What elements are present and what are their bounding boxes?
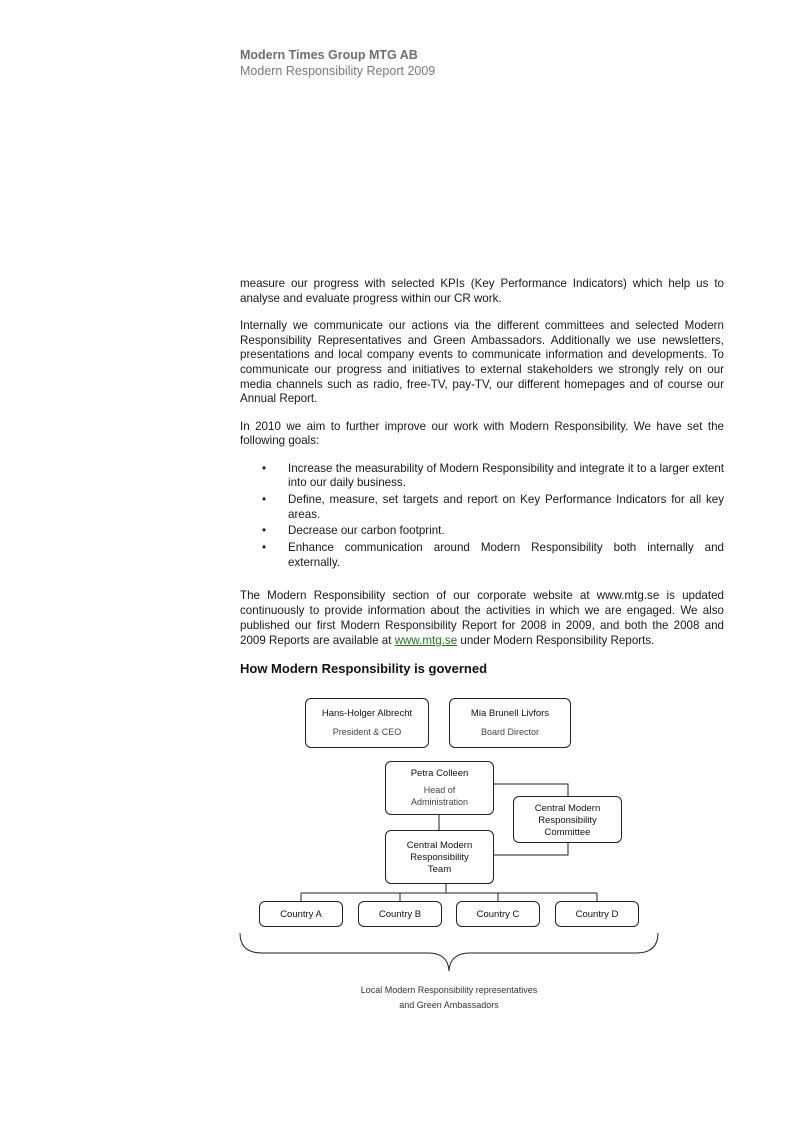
team-line2: Responsibility: [410, 852, 469, 863]
goals-list: [240, 462, 724, 571]
country-label: Country D: [575, 909, 619, 920]
bullet-icon: •: [262, 541, 267, 555]
country-label: Country A: [280, 909, 322, 920]
body-text: [240, 277, 724, 661]
head-name: Petra Colleen: [410, 768, 469, 779]
goal-text: Define, measure, set targets and report on Key Performance Indicators for all key areas.: [288, 492, 724, 521]
country-b-box: [358, 901, 442, 927]
bullet-icon: •: [262, 524, 267, 538]
website-link[interactable]: www.mtg.se: [394, 633, 458, 647]
country-c-box: [456, 901, 540, 927]
diagram-caption: [340, 983, 558, 1013]
page-header: [240, 47, 435, 79]
committee-line1: Central Modern: [534, 803, 601, 814]
section-heading: How Modern Responsibility is governed: [240, 661, 488, 676]
country-label: Country C: [476, 909, 520, 920]
director-role: Board Director: [480, 727, 540, 737]
team-box: [385, 830, 494, 884]
director-name: Mia Brunell Livfors: [470, 708, 550, 719]
paragraph-kpi: measure our progress with selected KPIs (Key Performance Indicators) which help us to analyse and evaluate progress within our CR work.: [240, 277, 724, 305]
head-role-line1: Head of: [423, 785, 456, 795]
ceo-role: President & CEO: [332, 727, 402, 737]
country-d-box: [555, 901, 639, 927]
goal-text: Enhance communication around Modern Responsibility both internally and externally.: [288, 541, 724, 569]
team-line3: Team: [427, 864, 452, 875]
caption-line1: Local Modern Responsibility representatives: [360, 985, 538, 995]
country-label: Country B: [378, 909, 422, 920]
list-item: [240, 541, 724, 570]
committee-box: [513, 796, 622, 843]
list-item: [240, 462, 724, 491]
website-text-end: under Modern Responsibility Reports.: [457, 633, 655, 647]
goal-text: Decrease our carbon footprint.: [288, 524, 445, 538]
bullet-icon: •: [262, 492, 267, 506]
list-item: [240, 493, 724, 522]
head-of-administration-box: [385, 761, 494, 815]
team-line1: Central Modern: [406, 840, 473, 851]
caption-line2: and Green Ambassadors: [399, 1000, 499, 1010]
committee-line3: Committee: [544, 827, 591, 838]
country-a-box: [259, 901, 343, 927]
connector-team-committee: [494, 843, 568, 855]
paragraph-goals-intro: In 2010 we aim to further improve our work with Modern Responsibility. We have set the following goals:: [240, 419, 724, 448]
company-name: Modern Times Group MTG AB: [240, 48, 418, 62]
brace-shape: [240, 933, 658, 971]
list-item: [240, 524, 724, 539]
paragraph-website: [240, 589, 724, 648]
committee-line2: Responsibility: [538, 815, 597, 826]
goal-text: Increase the measurability of Modern Responsibility and integrate it to a larger extent into our daily business.: [288, 461, 724, 490]
report-title: Modern Responsibility Report 2009: [240, 64, 436, 78]
head-role-line2: Administration: [410, 797, 469, 807]
director-box: [449, 698, 571, 748]
connector-head-committee: [494, 784, 568, 796]
paragraph-internal-communication: Internally we communicate our actions via the different committees and selected Modern Responsibility Representatives and Green Ambassadors. Additionally we use newsletters, presentations and local company events to communicate information and developments. To communicate our progress and initiatives to external stakeholders we strongly rely on our media channels such as radio, free-TV, pay-TV, our different homepages and of course our Annual Report.: [240, 318, 724, 406]
ceo-name: Hans-Holger Albrecht: [321, 708, 413, 719]
bullet-icon: •: [262, 461, 267, 475]
ceo-box: [305, 698, 429, 748]
website-text-start: The Modern Responsibility section of our corporate website at www.mtg.se is updated continuously to provide information about the activities in which we are engaged. We also published our first Modern Responsibility Report for 2008 in 2009, and both the 2008 and 2009 Reports are available at: [240, 589, 724, 647]
